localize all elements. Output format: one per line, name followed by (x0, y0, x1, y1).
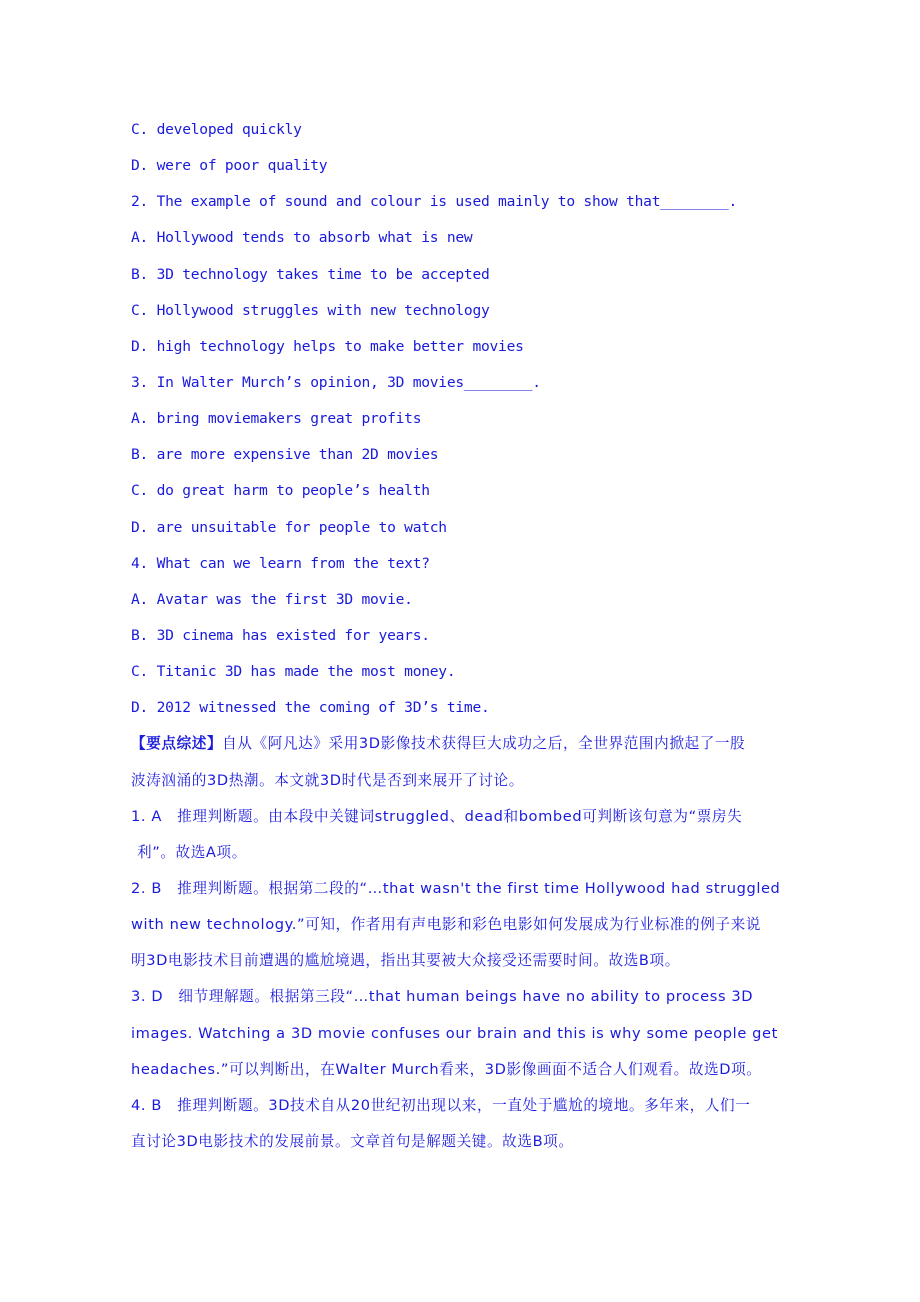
answer-2-line-2: with new technology.”可知，作者用有声电影和彩色电影如何发展成为行业标准的例子来说 (131, 916, 761, 934)
answer-3-line-1: 3. D 细节理解题。根据第三段“…that human beings have no ability to process 3D (131, 988, 754, 1006)
question-3-option-a: A. bring moviemakers great profits (131, 410, 422, 428)
summary-tag: 【要点综述】 (131, 735, 223, 753)
question-2-option-b: B. 3D technology takes time to be accepted (131, 265, 490, 283)
answer-1-line-1: 1. A 推理判断题。由本段中关键词struggled、dead和bombed可判断该句意为“票房失 (131, 807, 743, 825)
answer-4-line-1: 4. B 推理判断题。3D技术自从20世纪初出现以来，一直处于尴尬的境地。多年来，人们一 (131, 1096, 751, 1114)
answer-2-line-3: 明3D电影技术目前遭遇的尴尬境遇，指出其要被大众接受还需要时间。故选B项。 (131, 952, 680, 970)
answer-2-line-1: 2. B 推理判断题。根据第二段的“…that wasn't the first time Hollywood had struggled (131, 879, 781, 897)
summary-line-2: 波涛汹涌的3D热潮。本文就3D时代是否到来展开了讨论。 (131, 771, 524, 789)
summary-line-1 (131, 726, 831, 762)
question-2-option-a: A. Hollywood tends to absorb what is new (131, 229, 473, 247)
answer-3-line-3: headaches.”可以判断出，在Walter Murch看来，3D影像画面不适合人们观看。故选D项。 (131, 1060, 762, 1078)
answer-1-line-2: 利”。故选A项。 (137, 843, 247, 861)
question-4-option-b: B. 3D cinema has existed for years. (131, 626, 430, 644)
question-3-option-d: D. are unsuitable for people to watch (131, 518, 447, 536)
question-3-stem: 3. In Walter Murch’s opinion, 3D movies________. (131, 373, 541, 391)
question-4-stem: 4. What can we learn from the text? (131, 554, 430, 572)
question-3-option-b: B. are more expensive than 2D movies (131, 446, 439, 464)
document-page (131, 112, 831, 1160)
question-3-option-c: C. do great harm to people’s health (131, 482, 430, 500)
answer-4-line-2: 直讨论3D电影技术的发展前景。文章首句是解题关键。故选B项。 (131, 1132, 574, 1150)
question-2-option-d: D. high technology helps to make better movies (131, 337, 524, 355)
question-4-option-d: D. 2012 witnessed the coming of 3D’s time. (131, 699, 490, 717)
summary-text-1: 自从《阿凡达》采用3D影像技术获得巨大成功之后，全世界范围内掀起了一股 (222, 735, 746, 753)
question-4-option-c: C. Titanic 3D has made the most money. (131, 663, 456, 681)
question-2-stem: 2. The example of sound and colour is used mainly to show that________. (131, 193, 738, 211)
question-4-option-a: A. Avatar was the first 3D movie. (131, 590, 413, 608)
answer-3-line-2: images. Watching a 3D movie confuses our brain and this is why some people get (131, 1024, 778, 1042)
option-c: C. developed quickly (131, 121, 302, 138)
question-2-option-c: C. Hollywood struggles with new technology (131, 301, 490, 319)
option-d: D. were of poor quality (131, 157, 328, 175)
